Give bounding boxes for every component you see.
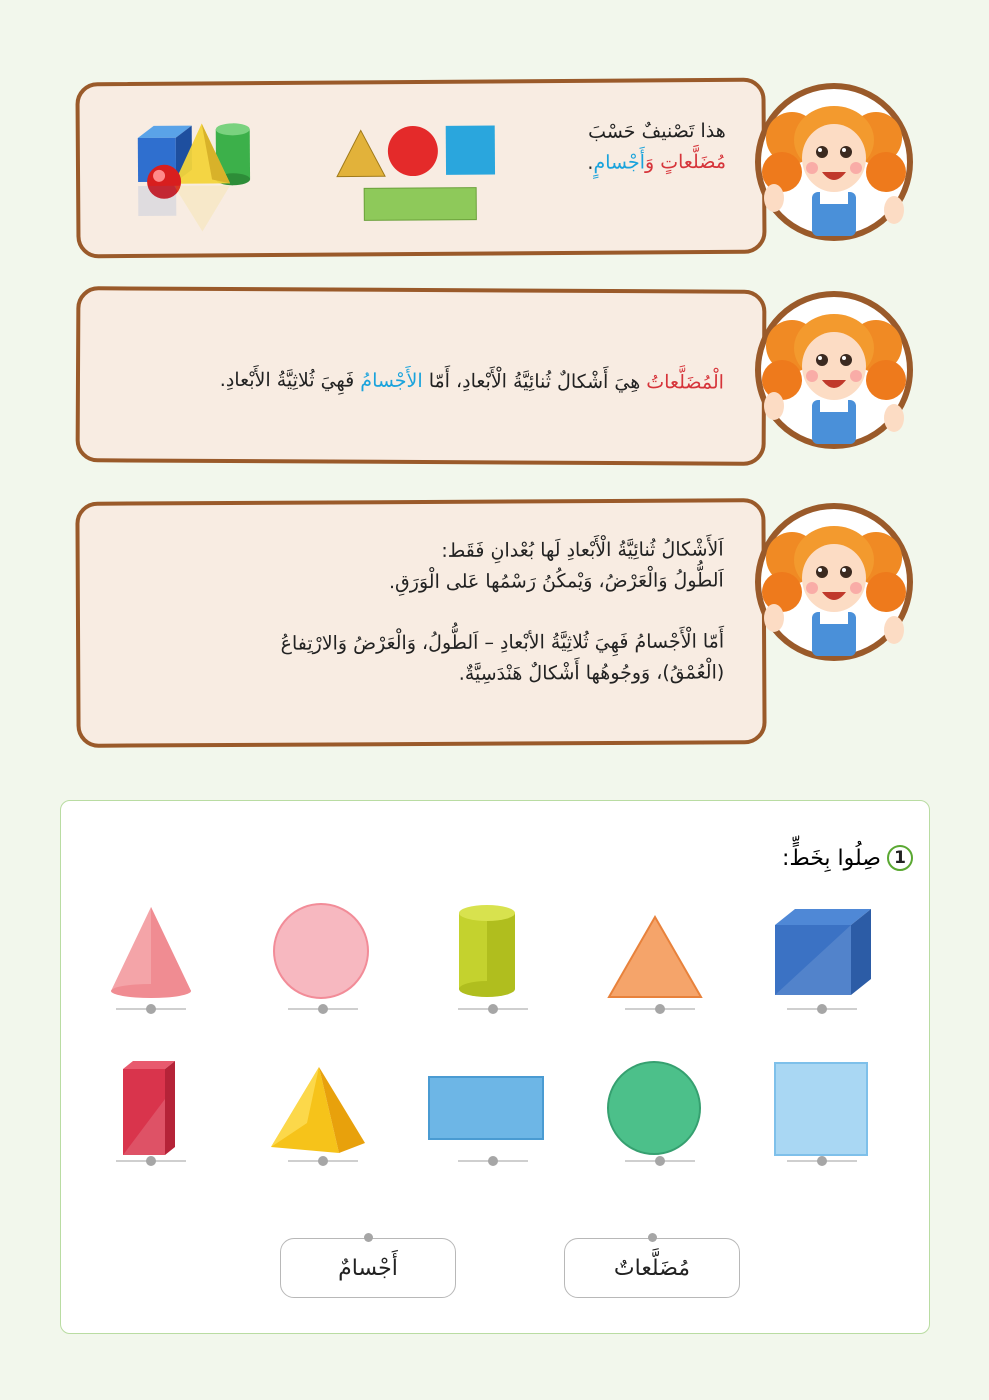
bubble3-line3: أَمّا الْأَجْسامُ فَهِيَ ثُلاثِيَّةُ الأبْعادِ – اَلطُّولُ، وَالْعَرْضُ وَالارْتِفاعُ xyxy=(280,630,725,655)
word-polygons-def: الْمُضَلَّعاتُ xyxy=(646,371,725,394)
bubble3-line4: (الْعُمْقُ)، وَوجُوهُها أَشْكالٌ هَنْدَسِيَّةٌ. xyxy=(458,661,725,685)
girl-avatar xyxy=(752,80,917,245)
bubble2-end: فَهِيَ ثُلاثِيَّةُ الأَبْعادِ. xyxy=(219,368,361,392)
matching-exercise xyxy=(60,800,930,1334)
bubble3-paragraph1 xyxy=(244,534,724,599)
connect-dot[interactable] xyxy=(288,1156,358,1166)
solid-shapes-illustration xyxy=(134,119,259,240)
rectangular-prism-shape[interactable] xyxy=(117,1059,181,1159)
bubble2-text xyxy=(104,364,724,398)
word-solids: أَجْسامٍ xyxy=(593,151,646,174)
girl-avatar xyxy=(752,288,917,453)
question-number: 1 xyxy=(887,845,913,871)
bubble3-line2: اَلطُّولُ وَالْعَرْضُ، وَيْمكُنُ رَسْمُها عَلى الْوَرَقِ. xyxy=(388,569,724,594)
bubble3-paragraph2 xyxy=(94,626,724,691)
cylinder-shape[interactable] xyxy=(455,903,519,999)
connect-dot[interactable] xyxy=(648,1233,657,1242)
rectangle-shape-blue[interactable] xyxy=(427,1075,545,1141)
bubble2-middle: هِيَ أَشْكالٌ ثُنائِيَّةُ الْأَبْعادِ، أَمّا xyxy=(422,370,647,394)
bubble3-line1: اَلأَشْكالُ ثُنائِيَّةُ الْأَبْعادِ لَها بُعْدانِ فَقَط: xyxy=(441,538,724,562)
connect-dot[interactable] xyxy=(625,1004,695,1014)
triangle-shape-orange[interactable] xyxy=(605,913,705,1001)
speech-bubble-definition xyxy=(76,286,767,466)
connect-dot[interactable] xyxy=(364,1233,373,1242)
answer-box-solids[interactable] xyxy=(280,1238,456,1298)
bubble1-period: . xyxy=(587,151,594,174)
circle-shape xyxy=(388,126,438,176)
bubble1-line1: هذا تَصْنيفٌ حَسْبَ xyxy=(588,119,726,143)
square-shape-lightblue[interactable] xyxy=(771,1061,871,1157)
connect-dot[interactable] xyxy=(458,1004,528,1014)
connect-dot[interactable] xyxy=(787,1156,857,1166)
question-header xyxy=(782,845,913,871)
flat-shapes-illustration xyxy=(330,117,501,222)
connect-dot[interactable] xyxy=(288,1004,358,1014)
square-shape xyxy=(446,125,495,174)
connect-dot[interactable] xyxy=(458,1156,528,1166)
speech-bubble-classification xyxy=(75,78,766,259)
question-instruction: صِلُوا بِخَطٍّ: xyxy=(781,845,881,871)
girl-avatar xyxy=(752,500,917,665)
rectangle-shape xyxy=(364,188,476,221)
connect-dot[interactable] xyxy=(116,1156,186,1166)
word-and: وَ xyxy=(644,151,661,174)
connect-dot[interactable] xyxy=(116,1004,186,1014)
cube-shape[interactable] xyxy=(771,905,875,997)
bubble1-text xyxy=(466,116,726,180)
circle-shape-pink[interactable] xyxy=(271,901,371,1001)
circle-shape-green[interactable] xyxy=(605,1059,703,1157)
pyramid-shape-yellow[interactable] xyxy=(267,1063,369,1155)
cone-shape[interactable] xyxy=(107,903,195,999)
answer-box-polygons[interactable] xyxy=(564,1238,740,1298)
speech-bubble-explanation xyxy=(75,498,766,748)
connect-dot[interactable] xyxy=(787,1004,857,1014)
answer-solids-label: أَجْسامٌ xyxy=(338,1255,398,1281)
word-polygons: مُضَلَّعاتٍ xyxy=(660,150,727,174)
connect-dot[interactable] xyxy=(625,1156,695,1166)
triangle-shape xyxy=(337,130,385,176)
word-solids-def: الأَجْسامُ xyxy=(360,369,423,393)
answer-polygons-label: مُضَلَّعاتٌ xyxy=(613,1255,691,1281)
